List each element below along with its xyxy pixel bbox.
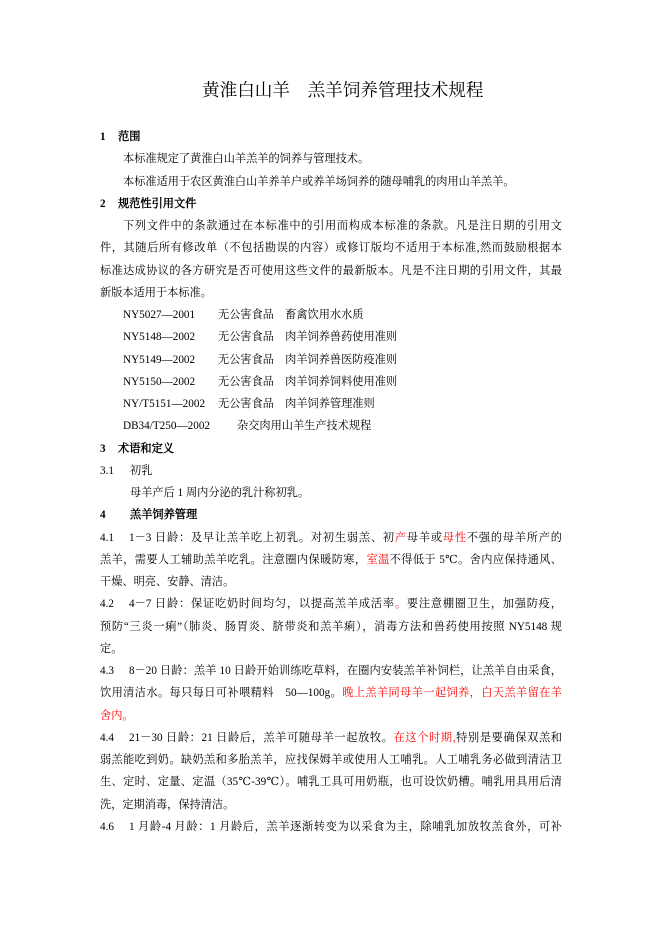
highlighted-text: 室温	[366, 553, 390, 566]
clause-number: 4.2	[100, 598, 114, 611]
paragraph-line: 标准达成协议的各方研究是否可使用这些文件的最新版本。凡是不注日期的引用文件，其最	[100, 264, 562, 277]
clause-line	[100, 771, 562, 793]
highlighted-text: 母性	[442, 531, 467, 544]
section-number: 4	[100, 509, 106, 522]
text-segment: 弱羔能吃到奶。缺奶羔和多胎羔羊，应找保姆羊或使用人工哺乳。人工哺乳务必做到清洁卫	[100, 754, 562, 766]
highlighted-text: 在这个时期,	[393, 731, 456, 744]
reference-title: 无公害食品 肉羊饲养管理准则	[218, 398, 375, 410]
reference-title: 无公害食品 畜禽饮用水水质	[218, 309, 364, 321]
reference-code: NY5027—2001	[123, 309, 196, 321]
text-segment: 21－30 日龄：21 日龄后，羔羊可随母羊一起放牧。	[129, 731, 394, 744]
clause-line	[100, 527, 562, 549]
text-segment: 1 月龄-4 月龄：1 月龄后，羔羊逐渐转变为以采食为主，除哺乳加放牧羔食外，可补	[129, 820, 562, 833]
term-heading	[100, 460, 562, 482]
reference-item	[100, 393, 562, 415]
section-title: 羔羊饲养管理	[130, 509, 198, 522]
clause-line	[100, 794, 562, 816]
clause-number: 4.1	[100, 531, 114, 544]
reference-title: 无公害食品 肉羊饲养饲料使用准则	[218, 375, 398, 388]
reference-code: NY5150—2002	[123, 375, 196, 388]
highlighted-text: 晚上羔羊同母羊一起饲养，白天羔羊留在羊	[342, 687, 562, 700]
text-segment: 定。	[100, 642, 123, 655]
text-segment: 母羊或	[406, 531, 443, 544]
text-segment: 4－7 日龄：保证吃奶时间均匀，以提高羔羊成活率	[129, 598, 395, 611]
reference-item	[100, 304, 562, 326]
paragraph: 本标准规定了黄淮白山羊羔羊的饲养与管理技术。	[123, 153, 370, 166]
section-title: 范围	[118, 131, 141, 143]
clause-line	[100, 638, 562, 660]
paragraph-line: 下列文件中的条款通过在本标准中的引用而构成本标准的条款。凡是注日期的引用文	[123, 220, 562, 232]
reference-code: DB34/T250—2002	[123, 420, 211, 433]
section-number: 1	[100, 131, 106, 143]
highlighted-text: 。	[394, 598, 407, 611]
text-segment: 8－20 日龄：羔羊 10 日龄开始训练吃草料，在圈内安装羔羊补饲栏，让羔羊自由采食，	[129, 665, 562, 677]
clause-number: 4.3	[100, 665, 114, 677]
reference-item	[100, 349, 562, 371]
clause-number: 4.6	[100, 820, 114, 833]
section-title: 术语和定义	[118, 442, 174, 455]
clause-line	[100, 593, 562, 615]
clause-line	[100, 616, 562, 638]
section-number: 3	[100, 442, 106, 455]
reference-title: 无公害食品 肉羊饲养兽药使用准则	[218, 331, 398, 344]
clause-line	[100, 660, 562, 682]
clause-line	[100, 749, 562, 771]
text-segment: 不强的母羊所产的	[466, 531, 562, 544]
section-heading-lamb-management	[100, 504, 562, 526]
clause-number: 4.4	[100, 731, 114, 744]
paragraph: 本标准适用于农区黄淮白山羊养羊户或养羊场饲养的随母哺乳的肉用山羊羔羊。	[123, 175, 515, 188]
clause-line	[100, 705, 562, 727]
term-definition: 母羊产后 1 周内分泌的乳汁称初乳。	[130, 487, 310, 499]
reference-item	[100, 415, 562, 437]
text-segment: 不得低于 5℃。舍内应保持通风、	[389, 553, 562, 566]
clause-line	[100, 682, 562, 704]
reference-code: NY5148—2002	[123, 331, 196, 344]
text-segment: 羔羊，需要人工辅助羔羊吃乳。注意圈内保暖防寒，	[100, 553, 367, 566]
reference-title: 杂交肉用山羊生产技术规程	[237, 420, 372, 433]
section-heading-scope	[100, 126, 562, 148]
section-heading-terms	[100, 438, 562, 460]
clause-line	[100, 571, 562, 593]
paragraph-line: 新版本适用于本标准。	[100, 286, 212, 299]
section-number: 2	[100, 197, 106, 210]
highlighted-text: 产	[394, 531, 407, 544]
text-segment: 1－3 日龄：及早让羔羊吃上初乳。对初生弱羔、初	[129, 531, 395, 544]
paragraph-line: 件，其随后所有修改单（不包括勘误的内容）或修订版均不适用于本标准,然而鼓励根据本	[100, 242, 562, 255]
clause-line	[100, 816, 562, 838]
text-segment: 干燥、明亮、安静、清洁。	[100, 576, 235, 588]
term-number: 3.1	[100, 464, 114, 477]
term-name: 初乳	[130, 464, 153, 477]
document-title: 黄淮白山羊 羔羊饲养管理技术规程	[202, 80, 484, 100]
text-segment: 饮用清洁水。每只每日可补喂精料 50—100g。	[100, 687, 343, 700]
text-segment: 生、定时、定量、定温（35℃-39℃）。哺乳工具可用奶瓶，也可设饮奶槽。哺乳用具用后清	[100, 776, 562, 789]
reference-item	[100, 326, 562, 348]
reference-code: NY/T5151—2002	[123, 398, 206, 410]
document-body	[100, 126, 562, 838]
clause-line	[100, 549, 562, 571]
text-segment: 特别是要确保双羔和	[455, 731, 562, 744]
reference-title: 无公害食品 肉羊饲养兽医防疫准则	[218, 353, 398, 366]
clause-line	[100, 727, 562, 749]
reference-code: NY5149—2002	[123, 353, 196, 366]
text-segment: 预防“三炎一痢”（肺炎、肠胃炎、脐带炎和羔羊痢），消毒方法和兽药使用按照 NY5148 规	[100, 620, 562, 633]
highlighted-text: 舍内。	[100, 709, 134, 722]
section-title: 规范性引用文件	[118, 197, 197, 210]
text-segment: 洗，定期消毒，保持清洁。	[100, 798, 235, 811]
reference-item	[100, 371, 562, 393]
text-segment: 要注意棚圈卫生，加强防疫，	[406, 598, 562, 611]
section-heading-normative-references	[100, 193, 562, 215]
